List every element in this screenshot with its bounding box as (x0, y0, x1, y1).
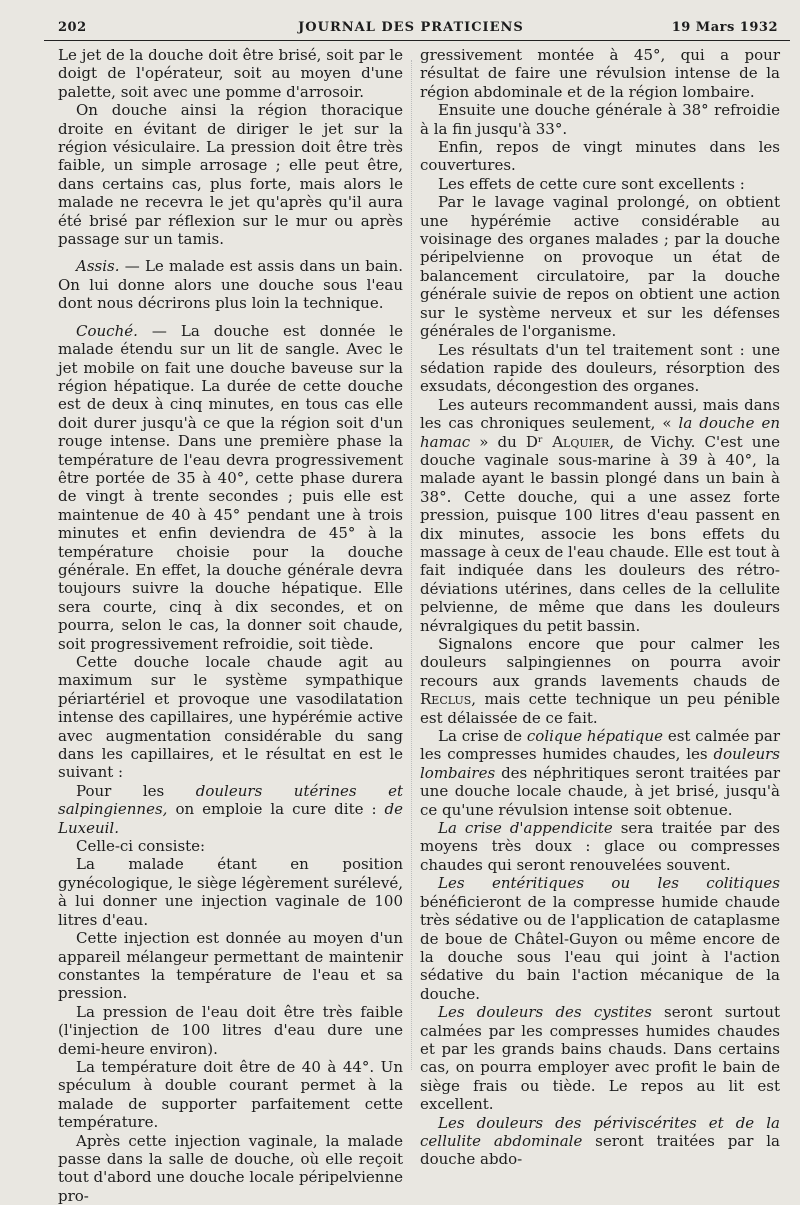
paragraph-text: — La douche est donnée le malade étendu sur un lit de sangle. Avec le jet mobile on fait une douche baveuse sur la région hépatique. La durée de cette douche est de deux à cinq minutes, en tous cas elle doit durer jusqu'à ce que la région soit d'un rouge intense. Dans une première phase la température de l'eau devra progressivement être portée de 35 à 40°, cette phase durera de vingt à trente secondes ; puis elle est maintenue de 40 à 45° pendant une à trois minutes et enfin deviendra de 45° à la température choisie pour la douche générale. En effet, la douche générale devra toujours suivre la douche hépatique. Elle sera courte, cinq à dix secondes, et on pourra, selon le cas, la donner soit chaude, soit progressivement refroidie, soit tiède. (58, 321, 403, 653)
paragraph-emphasis: de Luxeuil. (58, 800, 403, 837)
paragraph: On douche ainsi la région thoracique droite en évitant de diriger le jet sur la région vésiculaire. La pression doit être très faible, un simple arrosage ; elle peut être, dans certains cas, plus forte, mais alors le malade ne recevra le jet qu'après qu'il aura été brisé par réflexion sur le mur ou après passage sur un tamis. (58, 101, 403, 249)
paragraph (420, 1003, 780, 1113)
paragraph-text: des néphritiques seront traitées par une douche locale chaude, à jet brisé, jusqu'à ce qu'une révulsion intense soit obtenue. (420, 763, 780, 819)
paragraph: Enfin, repos de vingt minutes dans les couvertures. (420, 138, 780, 175)
page-number: 202 (58, 20, 87, 35)
paragraph: La pression de l'eau doit être très faible (l'injection de 100 litres d'eau dure une demi-heure environ). (58, 1002, 403, 1058)
paragraph-emphasis: Les douleurs des cystites (438, 1003, 652, 1022)
paragraph: La malade étant en position gynécologique, le siège légèrement surélevé, à lui donner une injection vaginale de 100 litres d'eau. (58, 855, 403, 929)
paragraph-text: seront traitées par la douche abdo- (420, 1131, 780, 1169)
paragraph: Les résultats d'un tel traitement sont : une sédation rapide des douleurs, résorption des exsudats, décongestion des organes. (420, 340, 780, 396)
paragraph-emphasis: la douche en hamac (420, 414, 781, 451)
paragraph-text: seront surtout calmées par les compresses humides chaudes et par les grands bains chauds. Dans certains cas, on pourra employer avec profit le bain de siège frais ou tiède. Le repos au lit est excellent. (420, 1003, 781, 1114)
paragraph (420, 1114, 780, 1169)
left-column (58, 46, 404, 1205)
paragraph: Après cette injection vaginale, la malade passe dans la salle de douche, où elle reçoit tout d'abord une douche locale péripelvienne pro- (58, 1131, 404, 1205)
paragraph-text: — Le malade est assis dans un bain. On lui donne alors une douche sous l'eau dont nous décrirons plus loin la technique. (58, 257, 403, 313)
paragraph (420, 635, 780, 727)
paragraph-text: » du Dʳ (470, 432, 553, 451)
paragraph-emphasis: La crise d'appendicite (438, 819, 613, 838)
author-name: Reclus (420, 690, 472, 709)
paragraph: La température doit être de 40 à 44°. Un spéculum à double courant permet à la malade de supporter parfaitement cette température. (58, 1057, 403, 1132)
paragraph-emphasis: douleurs lombaires (420, 745, 780, 782)
paragraph-emphasis: douleurs utérines et salpingiennes, (58, 781, 403, 819)
paragraph: Ensuite une douche générale à 38° refroidie à la fin jusqu'à 33°. (420, 101, 780, 138)
paragraph (58, 257, 403, 312)
issue-date: 19 Mars 1932 (671, 20, 778, 35)
paragraph-text: La crise de (438, 727, 527, 746)
paragraph: Cette douche locale chaude agit au maximum sur le système sympathique périartériel et provoque une vasodilatation intense des capillaires, une hypérémie active avec augmentation considérable du sang dans les capillaires, et le résultat en est le suivant : (58, 653, 403, 782)
right-column (420, 46, 781, 1169)
paragraph-text: , de Vichy. C'est une douche vaginale sous-marine à 39 à 40°, la malade ayant le bassin plongé dans un bain à 38°. Cette douche, qui a une assez forte pression, puisque 100 litres d'eau passent en dix minutes, associe les bons effets du massage à ceux de l'eau chaude. Elle est tout à fait indiquée dans les douleurs des rétro-déviations utérines, dans celles de la cellulite pelvienne, de même que dans les douleurs névralgiques du petit bassin. (420, 432, 780, 635)
paragraph (420, 819, 780, 874)
paragraph-lead: Couché. (76, 321, 138, 340)
paragraph-text: sera traitée par des moyens très doux : glace ou compresses chaudes qui seront renouvelées souvent. (420, 819, 781, 874)
paragraph (420, 874, 780, 1003)
paragraph (58, 322, 403, 653)
journal-title: JOURNAL DES PRATICIENS (298, 20, 524, 35)
paragraph-emphasis: Les entéritiques ou les colitiques (438, 874, 780, 893)
header-rule (44, 40, 790, 41)
paragraph (58, 782, 403, 837)
paragraph-text: on emploie la cure dite : (167, 800, 385, 819)
paragraph: Cette injection est donnée au moyen d'un appareil mélangeur permettant de maintenir constantes la température de l'eau et sa pression. (58, 929, 403, 1003)
paragraph-text: Les auteurs recommandent aussi, mais dans les cas chroniques seulement, « (420, 395, 780, 433)
paragraph: Par le lavage vaginal prolongé, on obtient une hypérémie active considérable au voisinage des organes malades ; par la douche péripelvienne on provoque un état de balancement circulatoire, par la douche générale suivie de repos on obtient une action sur le système nerveux et sur les défenses générales de l'organisme. (420, 193, 780, 341)
paragraph: gressivement montée à 45°, qui a pour résultat de faire une révulsion intense de la région abdominale et de la région lombaire. (420, 46, 780, 101)
paragraph: Les effets de cette cure sont excellents : (438, 174, 745, 193)
paragraph-text: Pour les (76, 781, 196, 800)
paragraph-lead: Assis. (76, 257, 120, 276)
paragraph (420, 396, 780, 635)
column-divider (411, 60, 412, 1070)
paragraph: Le jet de la douche doit être brisé, soit par le doigt de l'opérateur, soit au moyen d'une palette, soit avec une pomme d'arrosoir. (58, 46, 403, 101)
paragraph: Celle-ci consiste: (76, 837, 206, 856)
page-header (44, 16, 778, 40)
paragraph-text: Signalons encore que pour calmer les douleurs salpingiennes on pourra avoir recours aux grands lavements chauds de (420, 635, 780, 690)
author-name: Alquier (552, 432, 610, 451)
paragraph-text: , mais cette technique un peu pénible est délaissée de ce fait. (420, 690, 780, 727)
paragraph-emphasis: colique hépatique (526, 727, 663, 746)
paragraph (420, 727, 780, 819)
paragraph-text: bénéficieront de la compresse humide chaude très sédative ou de l'application de cataplasme de boue de Châtel-Guyon ou même encore de la douche sous l'eau qui joint à l'action sédative du bain l'action mécanique de la douche. (420, 892, 780, 1003)
paragraph-text: est calmée par les compresses humides chaudes, les (420, 727, 780, 764)
paragraph-emphasis: Les douleurs des périviscérites et de la cellulite abdominale (420, 1113, 780, 1150)
